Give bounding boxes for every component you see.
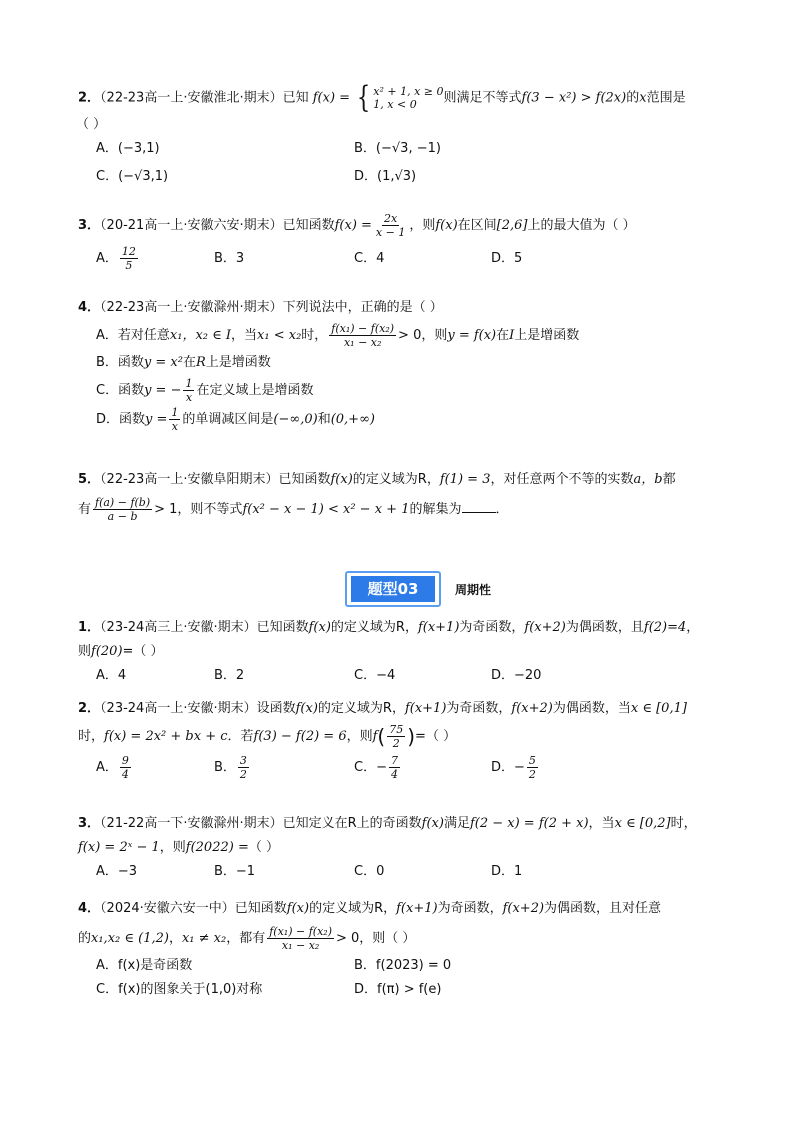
option-c[interactable]: C．0 xyxy=(354,864,385,879)
option-c[interactable]: C．(−√3,1) xyxy=(96,169,169,184)
option-a[interactable]: A．−3 xyxy=(96,864,138,879)
question-number: 5． xyxy=(78,472,101,487)
option-a[interactable]: A．若对任意x₁，x₂ ∈ I，当x₁ < x₂时， $\frac{\text{f(x₁) − f(x₂)}}{\text{x₁ − x₂}}$ > 0，则y = f(x)在I上是增函数 xyxy=(96,322,580,349)
option-a[interactable]: A． $\frac{9}{4}$ xyxy=(96,754,129,781)
section-badge xyxy=(345,571,441,607)
question-b3: 3．（21-22高一下·安徽滁州·期末）已知定义在R上的奇函数f(x)满足f(2 − x) = f(2 + x)，当x ∈ [0,2]时， f(x) = 2ˣ − 1，则f(2022) =（ ） A．−3 B．−1 C．0 D．1 xyxy=(78,812,738,884)
question-number: 3． xyxy=(78,816,101,831)
question-stem: 2．（23-24高一上·安徽·期末）设函数f(x)的定义域为R，f(x+1)为奇函数，f(x+2)为偶函数，当x ∈ [0,1] xyxy=(78,701,687,716)
option-c[interactable]: C．−4 xyxy=(354,668,396,683)
option-c[interactable]: C．4 xyxy=(354,251,385,266)
question-4 xyxy=(78,296,738,433)
option-a[interactable]: A．(−3,1) xyxy=(96,141,160,156)
section-title: 周期性 xyxy=(455,583,492,597)
question-5: 5．（22-23高一上·安徽阜阳期末）已知函数f(x)的定义域为R，f(1) = 3，对任意两个不等的实数a，b都 有 $\frac{f(a) - f(b)}{a - b}$ > 1，则不等式f(x² − x − 1) < x² − x + 1的解集为 ． xyxy=(78,468,738,523)
option-c[interactable]: C．函数y = − $\frac{1}{x}$ 在定义域上是增函数 xyxy=(96,377,314,404)
option-d[interactable]: D．− $\frac{5}{2}$ xyxy=(491,754,536,781)
option-d[interactable]: D．(1,√3) xyxy=(354,169,417,184)
question-b4: 4．（2024·安徽六安一中）已知函数f(x)的定义域为R，f(x+1)为奇函数，f(x+2)为偶函数，且对任意 的x₁,x₂ ∈ (1,2)，x₁ ≠ x₂，都有 $\frac{\text{f(x₁) − f(x₂)}}{\text{x₁ − x₂}}$ > 0，则（ ） A．f(x)是奇函数 B．f(2023) = 0 C．f(x)的图象关于(1,0)对称 D．f(π) > f(e) xyxy=(78,897,738,1002)
option-a[interactable]: A． $\frac{12}{5}$ xyxy=(96,245,136,272)
option-b[interactable]: B．−1 xyxy=(214,864,256,879)
answer-blank[interactable] xyxy=(462,500,496,513)
question-source: （22-23高一上·安徽淮北·期末） xyxy=(100,90,283,106)
question-number: 2． xyxy=(78,90,101,106)
question-stem: 4．（22-23高一上·安徽滁州·期末）下列说法中，正确的是（ ） xyxy=(78,300,443,315)
question-number: 1． xyxy=(78,620,101,635)
option-a[interactable]: A．f(x)是奇函数 xyxy=(96,958,193,973)
option-b[interactable]: B．f(2023) = 0 xyxy=(354,958,452,973)
option-b[interactable]: B．(−√3, −1) xyxy=(354,141,441,156)
question-source: （2024·安徽六安一中） xyxy=(100,901,235,916)
question-b1: 1．（23-24高三上·安徽·期末）已知函数f(x)的定义域为R，f(x+1)为奇函数，f(x+2)为偶函数，且f(2)=4， 则f(20)=（ ） A．4 B．2 C．−4 D．−20 xyxy=(78,616,738,688)
options-row xyxy=(78,137,738,161)
option-d[interactable]: D．−20 xyxy=(491,668,542,683)
fraction: $\frac{2x}{x - 1}$ xyxy=(375,212,406,239)
question-stem: 3．（20-21高一上·安徽六安·期末）已知函数f(x) = $\frac{2x}{x - 1}$ ，则f(x)在区间[2,6]上的最大值为（ ） xyxy=(78,212,636,239)
option-b[interactable]: B．函数y = x²在R上是增函数 xyxy=(96,355,271,370)
fraction: $\frac{f(a) - f(b)}{a - b}$ xyxy=(95,496,151,523)
option-b[interactable]: B． $\frac{3}{2}$ xyxy=(214,754,247,781)
options-row xyxy=(78,954,738,978)
question-2 xyxy=(76,80,738,189)
question-source: （22-23高一上·安徽阜阳期末） xyxy=(100,472,279,487)
option-d[interactable]: D．f(π) > f(e) xyxy=(354,982,442,997)
option-b[interactable]: B．2 xyxy=(214,668,245,683)
question-number: 3． xyxy=(78,218,101,233)
question-stem: 2．（22-23高一上·安徽淮北·期末）已知 f(x) = { x² + 1, x ≥ 0 1, x < 0 则满足不等式f(3 − x²) > f(2x)的x范围是 xyxy=(78,80,686,115)
question-stem: 4．（2024·安徽六安一中）已知函数f(x)的定义域为R，f(x+1)为奇函数，f(x+2)为偶函数，且对任意 xyxy=(78,901,662,916)
question-number: 4． xyxy=(78,901,101,916)
options-row xyxy=(78,860,738,884)
option-a[interactable]: A．4 xyxy=(96,668,127,683)
question-source: （20-21高一上·安徽六安·期末） xyxy=(100,218,283,233)
option-c[interactable]: C．f(x)的图象关于(1,0)对称 xyxy=(96,982,263,997)
question-stem: 1．（23-24高三上·安徽·期末）已知函数f(x)的定义域为R，f(x+1)为奇函数，f(x+2)为偶函数，且f(2)=4， xyxy=(78,620,700,635)
question-stem: 3．（21-22高一下·安徽滁州·期末）已知定义在R上的奇函数f(x)满足f(2 − x) = f(2 + x)，当x ∈ [0,2]时， xyxy=(78,816,697,831)
option-c[interactable]: C．− $\frac{7}{4}$ xyxy=(354,754,398,781)
options-row xyxy=(78,165,738,189)
section-badge-label: 题型03 xyxy=(351,576,435,602)
options-row xyxy=(78,978,738,1002)
answer-paren: （ ） xyxy=(76,117,107,132)
option-d[interactable]: D．5 xyxy=(491,251,523,266)
piecewise-function: { x² + 1, x ≥ 0 1, x < 0 xyxy=(357,80,444,115)
question-number: 4． xyxy=(78,300,101,315)
question-source: （23-24高一上·安徽·期末） xyxy=(100,701,257,716)
options-row xyxy=(78,241,738,275)
question-b2: 2．（23-24高一上·安徽·期末）设函数f(x)的定义域为R，f(x+1)为奇函数，f(x+2)为偶函数，当x ∈ [0,1] 时，f(x) = 2x² + bx + c．若f(3) − f(2) = 6，则f( $\frac{75}{2}$ )=（ ） A． $\frac{9}{4}$ B． $\frac{3}{2}$ C．− $\frac{7}{4}$ D．− $\frac{5}{2}$ xyxy=(78,697,738,790)
question-source: （22-23高一上·安徽滁州·期末） xyxy=(100,300,283,315)
options-row xyxy=(78,754,738,790)
question-source: （23-24高三上·安徽·期末） xyxy=(100,620,257,635)
option-d[interactable]: D．函数y = $\frac{1}{x}$ 的单调减区间是(−∞,0)和(0,+∞) xyxy=(96,406,375,433)
question-stem: 5．（22-23高一上·安徽阜阳期末）已知函数f(x)的定义域为R，f(1) = 3，对任意两个不等的实数a，b都 xyxy=(78,472,676,487)
question-source: （21-22高一下·安徽滁州·期末） xyxy=(100,816,283,831)
option-d[interactable]: D．1 xyxy=(491,864,523,879)
options-row xyxy=(78,664,738,688)
question-number: 2． xyxy=(78,701,101,716)
question-3 xyxy=(78,212,738,275)
option-b[interactable]: B．3 xyxy=(214,251,245,266)
